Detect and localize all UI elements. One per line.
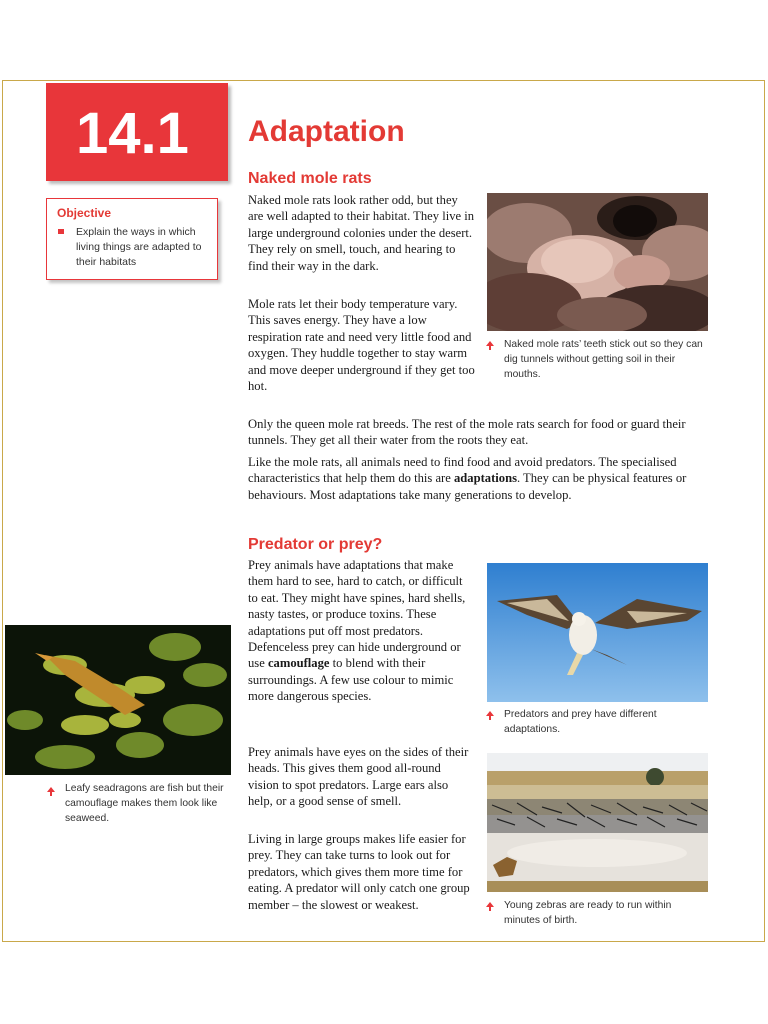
mole-rats-paragraph-4: Like the mole rats, all animals need to find food and avoid predators. The specialised characteristics that help them do this are adaptations. They can be physical features or behaviours. Most adaptations take many generations to develop.	[248, 455, 687, 502]
heading-predator-prey: Predator or prey?	[248, 536, 383, 553]
zebra-photo	[487, 753, 708, 892]
osprey-photo	[487, 563, 708, 702]
osprey-caption: Predators and prey have different adaptations.	[504, 709, 657, 735]
mole-rat-caption: Naked mole rats’ teeth stick out so they can dig tunnels without getting soil in their mouths.	[504, 339, 703, 380]
seadragon-photo	[5, 625, 231, 775]
zebra-caption: Young zebras are ready to run within minutes of birth.	[504, 900, 672, 926]
objective-heading: Objective	[57, 206, 112, 220]
section-number-box	[46, 83, 228, 181]
caption-arrow-icon	[47, 787, 55, 792]
mole-rats-paragraph-1: Naked mole rats look rather odd, but they are well adapted to their habitat. They live in large underground colonies under the desert. They rely on smell, touch, and hearing to find their way in the dark.	[248, 193, 475, 273]
caption-arrow-icon	[486, 711, 494, 716]
predator-paragraph-3: Living in large groups makes life easier for prey. They can take turns to look out for predators, which gives them more time for eating. A predator will only catch one group member – the slowest or weakest.	[248, 832, 470, 912]
mole-rat-photo	[487, 193, 708, 331]
objective-text: Explain the ways in which living things are adapted to their habitats	[76, 226, 202, 268]
caption-arrow-icon	[486, 902, 494, 907]
seadragon-caption: Leafy seadragons are fish but their camouflage makes them look like seaweed.	[65, 783, 224, 824]
heading-mole-rats: Naked mole rats	[248, 170, 372, 187]
objective-box	[46, 198, 218, 280]
bullet-icon	[58, 229, 64, 234]
predator-paragraph-2: Prey animals have eyes on the sides of their heads. This gives them good all-round vision to spot predators. Large ears also help, or a good sense of smell.	[248, 745, 469, 809]
mole-rats-paragraph-3: Only the queen mole rat breeds. The rest of the mole rats search for food or guard their tunnels. They get all their water from the roots they eat.	[248, 417, 686, 448]
predator-paragraph-1: Prey animals have adaptations that make them hard to see, hard to catch, or difficult to eat. They might have spines, hard shells, nasty tastes, or produce toxins. These adaptations put off most predators. Defenceless prey can hide underground or use camouflage to blend with their surroundings. A few use colour to mimic more dangerous species.	[248, 558, 466, 704]
page-title: Adaptation	[248, 115, 405, 148]
mole-rats-paragraph-2: Mole rats let their body temperature vary. This saves energy. They have a low respiration rate and need very little food and oxygen. They huddle together to stay warm and move deeper underground if they get too hot.	[248, 297, 475, 394]
caption-arrow-icon	[486, 341, 494, 346]
section-number: 14.1	[76, 101, 189, 166]
